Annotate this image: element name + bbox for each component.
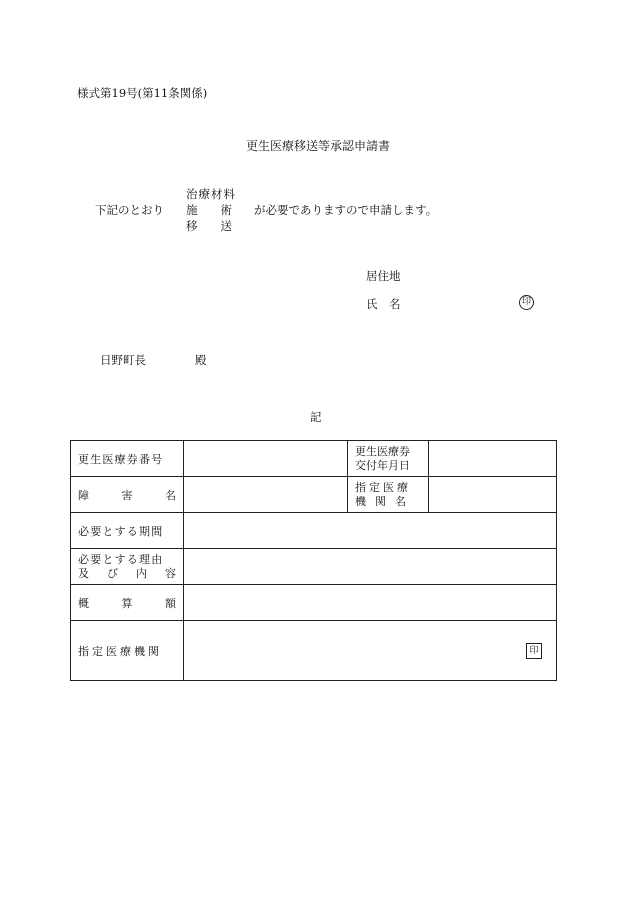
- table-row-reason: [71, 549, 557, 585]
- intro-option-1: 治療材料: [186, 187, 236, 201]
- intro-prefix: 下記のとおり: [95, 203, 164, 217]
- label-designated-institution: [348, 477, 429, 513]
- label-reason-line2: [78, 567, 176, 581]
- label-reason-char-2: び: [107, 566, 118, 580]
- label-disability-char-2: 害: [121, 488, 133, 502]
- institution-seal-mark: [526, 643, 542, 659]
- table-row-disability: [71, 477, 557, 513]
- label-estimate-text: [78, 595, 176, 611]
- label-ticket-number: [71, 441, 184, 477]
- label-estimate-char-2: 算: [121, 596, 133, 610]
- intro-option-3: 移 送: [186, 219, 232, 233]
- institution-seal-text: 印: [529, 646, 539, 656]
- label-ticket-number-text: 更生医療券番号: [78, 452, 164, 466]
- label-designated-institution-line1: 指定医療: [355, 480, 411, 494]
- label-issue-date-line2: 交付年月日: [355, 458, 410, 472]
- label-designated-institution-line2: 機関名: [355, 494, 415, 508]
- name-label: 氏 名: [366, 297, 401, 311]
- label-reason-line1: 必要とする理由: [78, 552, 164, 566]
- label-disability: [71, 477, 184, 513]
- label-disability-char-1: 障: [78, 488, 89, 502]
- value-reason[interactable]: [184, 549, 557, 585]
- value-disability[interactable]: [184, 477, 348, 513]
- table-row-ticket-number: [71, 441, 557, 477]
- label-estimate: [71, 585, 184, 621]
- value-issue-date[interactable]: [429, 441, 557, 477]
- ki-heading: 記: [310, 410, 322, 424]
- table-row-period: [71, 513, 557, 549]
- value-designated-institution[interactable]: [429, 477, 557, 513]
- applicant-seal-mark: [519, 295, 534, 310]
- label-estimate-char-1: 概: [78, 596, 89, 610]
- intro-option-2: 施 術: [186, 203, 232, 217]
- value-institution[interactable]: [184, 621, 557, 681]
- intro-suffix: が必要でありますので申請します。: [254, 203, 438, 217]
- label-disability-text: [78, 487, 176, 503]
- label-estimate-char-3: 額: [165, 596, 176, 610]
- label-issue-date-line1: 更生医療券: [355, 444, 410, 458]
- application-table: [70, 440, 557, 681]
- address-label: 居住地: [366, 269, 401, 283]
- label-reason-char-4: 容: [165, 566, 176, 580]
- label-institution: [71, 621, 184, 681]
- table-row-estimate: [71, 585, 557, 621]
- label-reason-char-3: 内: [136, 566, 147, 580]
- addressee-name: 日野町長: [100, 353, 146, 367]
- value-period[interactable]: [184, 513, 557, 549]
- addressee-honorific: 殿: [195, 353, 207, 367]
- label-reason-char-1: 及: [78, 566, 89, 580]
- label-period-text: 必要とする期間: [78, 524, 164, 538]
- label-period: [71, 513, 184, 549]
- applicant-seal-text: 印: [521, 297, 531, 307]
- document-title: 更生医療移送等承認申請書: [246, 139, 391, 153]
- label-disability-char-3: 名: [165, 488, 176, 502]
- form-number: 様式第19号(第11条関係): [77, 86, 208, 100]
- label-issue-date: [348, 441, 429, 477]
- table-row-institution: [71, 621, 557, 681]
- value-ticket-number[interactable]: [184, 441, 348, 477]
- label-reason: [71, 549, 184, 585]
- value-estimate[interactable]: [184, 585, 557, 621]
- label-institution-text: 指定医療機関: [78, 644, 162, 658]
